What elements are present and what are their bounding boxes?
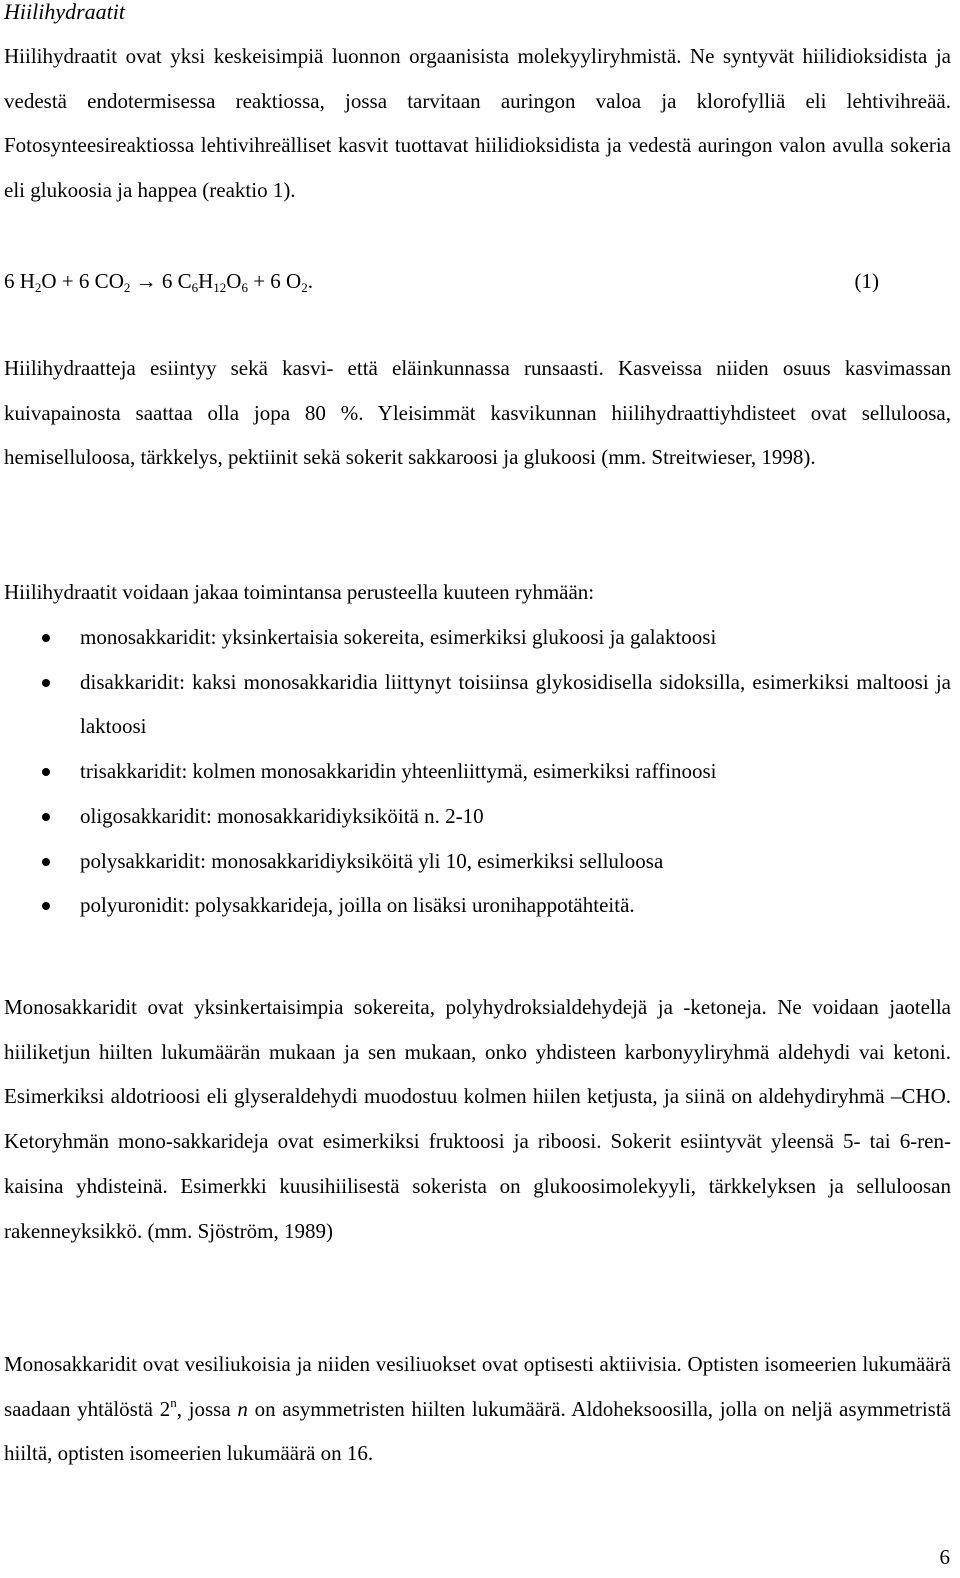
section-heading: Hiilihydraatit — [4, 0, 125, 24]
bullet-icon — [42, 813, 50, 821]
list-item: oligosakkaridit: monosakkaridiyksiköitä n. 2-10 — [4, 794, 951, 839]
equation-number: (1) — [854, 269, 879, 293]
page-number: 6 — [939, 1545, 950, 1569]
list-item: monosakkaridit: yksinkertaisia sokereita, esimerkiksi glukoosi ja galaktoosi — [4, 615, 951, 660]
bullet-icon — [42, 768, 50, 776]
bullet-icon — [42, 679, 50, 687]
paragraph-intro: Hiilihydraatit ovat yksi keskeisimpiä luonnon orgaanisista molekyyliryhmistä. Ne syntyvät hiilidioksidista ja vedestä endotermisessa reaktiossa, jossa tarvitaan auringon valoa ja klorofylliä eli lehtivihreää. Fotosynteesireaktiossa lehtivihreälliset kasvit tuottavat hiilidioksidista ja vedestä auringon valon avulla sokeria eli glukoosia ja happea (reaktio 1). — [4, 44, 951, 203]
bullet-icon — [42, 634, 50, 642]
reaction-equation — [4, 266, 951, 296]
paragraph-groups-intro: Hiilihydraatit voidaan jakaa toimintansa perusteella kuuteen ryhmään: — [4, 580, 595, 604]
paragraph-optical-activity: Monosakkaridit ovat vesiliukoisia ja niiden vesiliuokset ovat optisesti aktiivisia. Optisten isomeerien lukumäärä saadaan yhtälöstä 2$^n$, jossa n on asymmetristen hiilten lukumäärä. Aldoheksoosilla, jolla on neljä asymmetristä hiiltä, optisten isomeerien lukumäärä on 16. — [4, 1352, 951, 1466]
list-item: disakkaridit: kaksi monosakkaridia liittynyt toisiinsa glykosidisella sidoksilla, esimerkiksi maltoosi ja laktoosi — [4, 660, 951, 749]
list-item: polyuronidit: polysakkarideja, joilla on lisäksi uronihappotähteitä. — [4, 883, 951, 928]
bullet-icon — [42, 902, 50, 910]
list-item: polysakkaridit: monosakkaridiyksiköitä yli 10, esimerkiksi selluloosa — [4, 839, 951, 884]
paragraph-occurrence: Hiilihydraatteja esiintyy sekä kasvi- että eläinkunnassa runsaasti. Kasveissa niiden osuus kasvimassan kuivapainosta saattaa olla jopa 80 %. Yleisimmät kasvikunnan hiilihydraattiyhdisteet ovat selluloosa, hemiselluloosa, tärkkelys, pektiinit sekä sokerit sakkaroosi ja glukoosi (mm. Streitwieser, 1998). — [4, 356, 951, 470]
equation-formula: 6 $H_2O + 6$ $CO_2 \to 6$ $C_6H_{12}O_6 + 6$ $O_2$. — [4, 269, 313, 295]
list-item: trisakkaridit: kolmen monosakkaridin yhteenliittymä, esimerkiksi raffinoosi — [4, 749, 951, 794]
paragraph-monosaccharides: Monosakkaridit ovat yksinkertaisimpia sokereita, polyhydroksialdehydejä ja -ketoneja. Ne voidaan jaotella hiiliketjun hiilten lukumäärän mukaan ja sen mukaan, onko yhdisteen karbonyyliryhmä aldehydi vai ketoni. Esimerkiksi aldotrioosi eli glyseraldehydi muodostuu kolmen hiilen ketjusta, ja siinä on aldehydiryhmä –CHO. Ketoryhmän mono-sakkarideja ovat esimerkiksi fruktoosi ja riboosi. Sokerit esiintyvät yleensä 5- tai 6-ren-kaisina yhdisteinä. Esimerkki kuusihiilisestä sokerista on glukoosimolekyyli, tärkkelyksen ja selluloosan rakenneyksikkö. (mm. Sjöström, 1989) — [4, 995, 951, 1243]
carbohydrate-group-list — [4, 615, 951, 928]
bullet-icon — [42, 858, 50, 866]
